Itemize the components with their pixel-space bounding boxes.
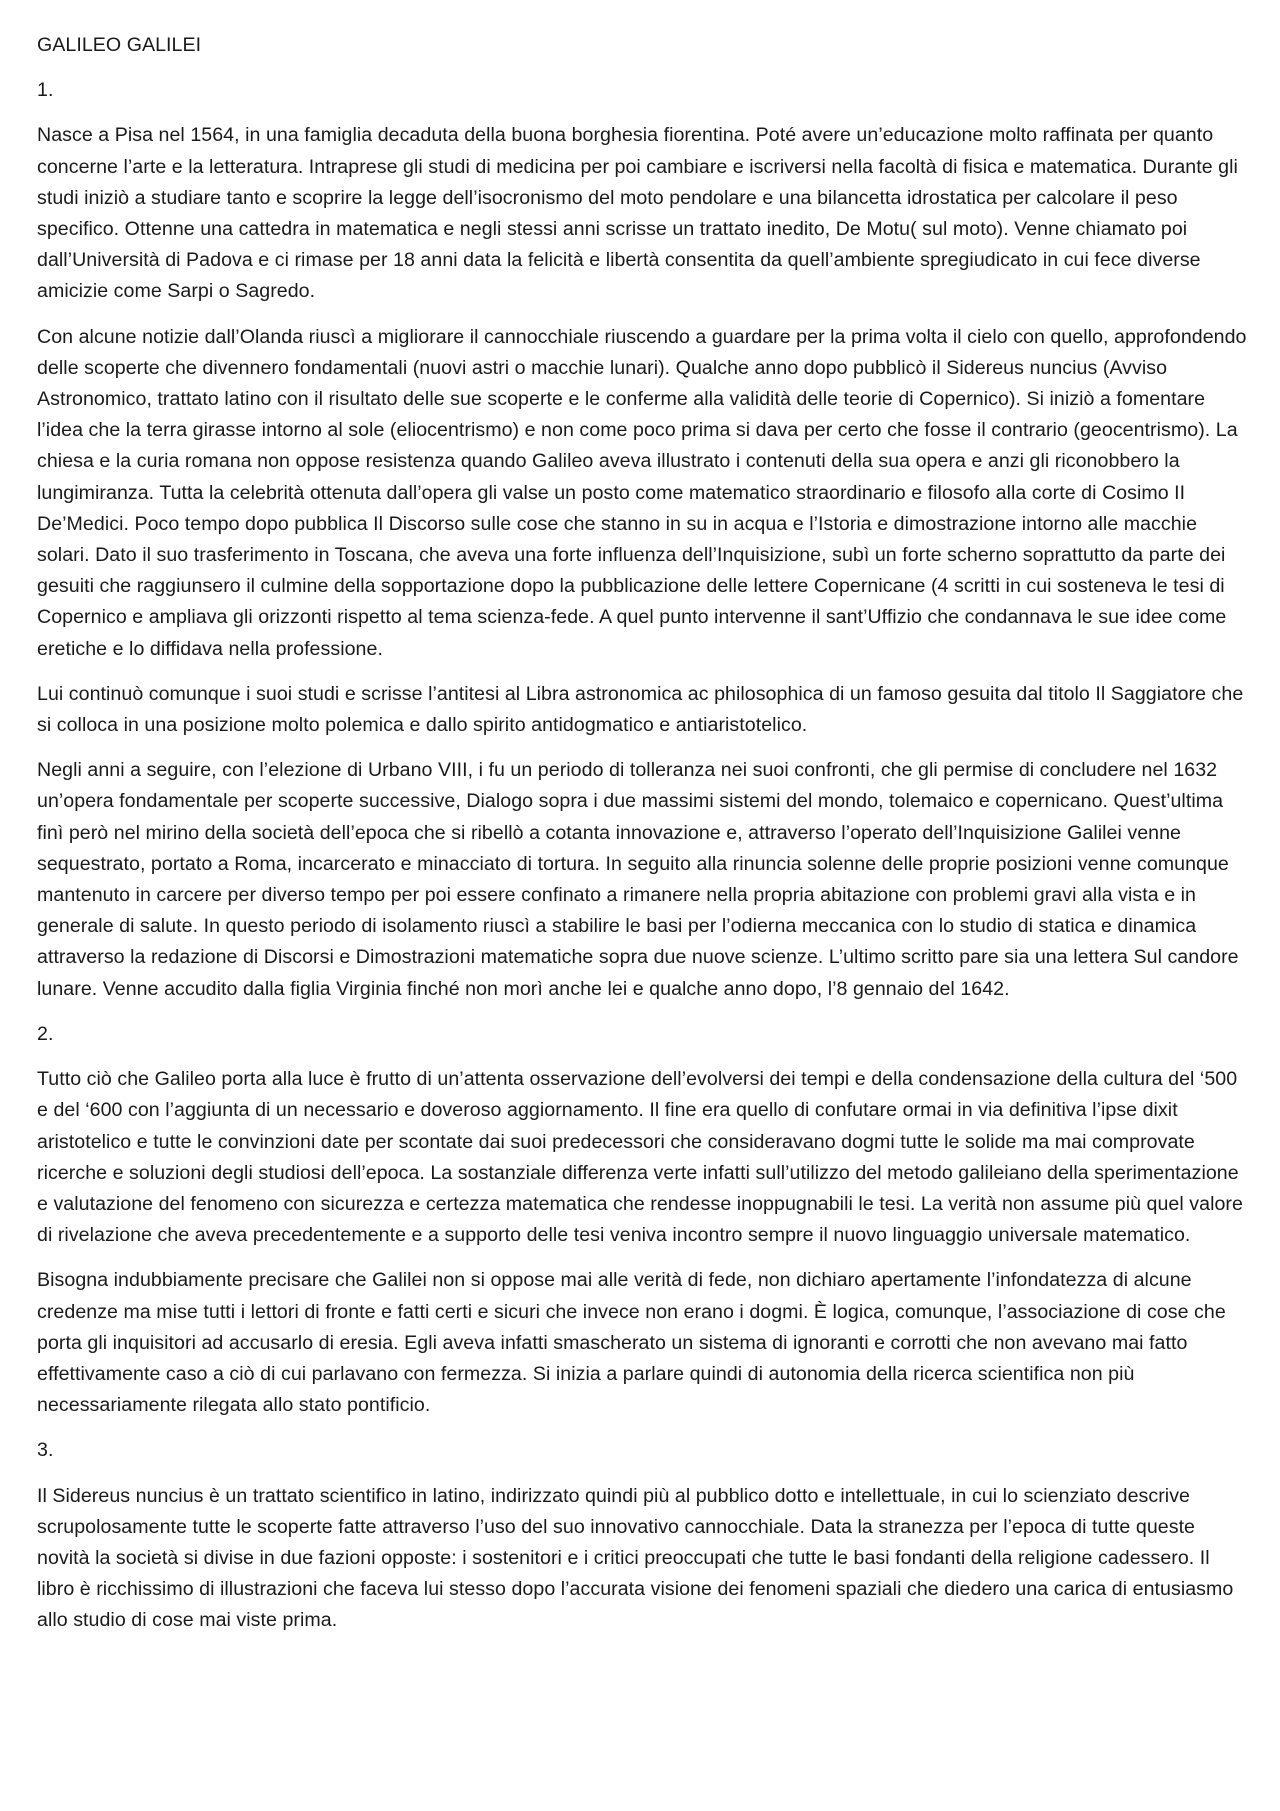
section-1 xyxy=(37,75,1252,1005)
paragraph: Bisogna indubbiamente precisare che Galilei non si oppose mai alle verità di fede, non dichiaro apertamente l’infondatezza di alcune credenze ma mise tutti i lettori di fronte e fatti certi e sicuri che invece non erano i dogmi. È logica, comunque, l’associazione di cose che porta gli inquisitori ad accusarlo di eresia. Egli aveva infatti smascherato un sistema di ignoranti e corrotti che non avevano mai fatto effettivamente caso a ciò di cui parlavano con fermezza. Si inizia a parlare quindi di autonomia della ricerca scientifica non più necessariamente rilegata allo stato pontificio. xyxy=(37,1269,1226,1417)
paragraph: Negli anni a seguire, con l’elezione di Urbano VIII, i fu un periodo di tolleranza nei suoi confronti, che gli permise di concludere nel 1632 un’opera fondamentale per scoperte successive, Dialogo sopra i due massimi sistemi del mondo, tolemaico e copernicano. Quest’ultima finì però nel mirino della società dell’epoca che si ribellò a cotanta innovazione e, attraverso l’operato dell’Inquisizione Galilei venne sequestrato, portato a Roma, incarcerato e minacciato di tortura. In seguito alla rinuncia solenne delle proprie posizioni venne comunque mantenuto in carcere per diverso tempo per poi essere confinato a rimanere nella propria abitazione con problemi gravi alla vista e in generale di salute. In questo periodo di isolamento riuscì a stabilire le basi per l’odierna meccanica con lo studio di statica e dinamica attraverso la redazione di Discorsi e Dimostrazioni matematiche sopra due nuove scienze. L’ultimo scritto pare sia una lettera Sul candore lunare. Venne accudito dalla figlia Virginia finché non morì anche lei e qualche anno dopo, l’8 gennaio del 1642. xyxy=(37,759,1239,1000)
paragraph: Tutto ciò che Galileo porta alla luce è frutto di un’attenta osservazione dell’evolversi dei tempi e della condensazione della cultura del ‘500 e del ‘600 con l’aggiunta di un necessario e doveroso aggiornamento. Il fine era quello di confutare ormai in via definitiva l’ipse dixit aristotelico e tutte le convinzioni date per scontate dai suoi predecessori che consideravano dogmi tutte le solide ma mai comprovate ricerche e soluzioni degli studiosi dell’epoca. La sostanziale differenza verte infatti sull’utilizzo del metodo galileiano della sperimentazione e valutazione del fenomeno con sicurezza e certezza matematica che rendesse inoppugnabili le tesi. La verità non assume più quel valore di rivelazione che aveva precedentemente e a supporto delle tesi veniva incontro sempre il nuovo linguaggio universale matematico. xyxy=(37,1068,1243,1247)
document-page xyxy=(37,30,1252,1651)
section-3 xyxy=(37,1435,1252,1636)
paragraph: Il Sidereus nuncius è un trattato scientifico in latino, indirizzato quindi più al pubblico dotto e intellettuale, in cui lo scienziato descrive scrupolosamente tutte le scoperte fatte attraverso l’uso del suo innovativo cannocchiale. Data la stranezza per l’epoca di tutte queste novità la società si divise in due fazioni opposte: i sostenitori e i critici preoccupati che tutte le basi fondanti della religione cadessero. Il libro è ricchissimo di illustrazioni che faceva lui stesso dopo l’accurata visione dei fenomeni spaziali che diedero una carica di entusiasmo allo studio di cose mai viste prima. xyxy=(37,1484,1234,1632)
document-title: GALILEO GALILEI xyxy=(37,34,202,56)
section-number: 2. xyxy=(37,1022,54,1045)
paragraph: Con alcune notizie dall’Olanda riuscì a migliorare il cannocchiale riuscendo a guardare per la prima volta il cielo con quello, approfondendo delle scoperte che divennero fondamentali (nuovi astri o macchie lunari). Qualche anno dopo pubblicò il Sidereus nuncius (Avviso Astronomico, trattato latino con il risultato delle sue scoperte e le conferme alla validità delle teorie di Copernico). Si iniziò a fomentare l’idea che la terra girasse intorno al sole (eliocentrismo) e non come poco prima si dava per certo che fosse il contrario (geocentrismo). La chiesa e la curia romana non oppose resistenza quando Galileo aveva illustrato i contenuti della sua opera e anzi gli riconobbero la lungimiranza. Tutta la celebrità ottenuta dall’opera gli valse un posto come matematico straordinario e filosofo alla corte di Cosimo II De’Medici. Poco tempo dopo pubblica Il Discorso sulle cose che stanno in su in acqua e l’Istoria e dimostrazione intorno alle macchie solari. Dato il suo trasferimento in Toscana, che aveva una forte influenza dell’Inquisizione, subì un forte scherno soprattutto da parte dei gesuiti che raggiunsero il culmine della sopportazione dopo la pubblicazione delle lettere Copernicane (4 scritti in cui sosteneva le tesi di Copernico e ampliava gli orizzonti rispetto al tema scienza-fede. A quel punto intervenne il sant’Uffizio che condannava le sue idee come eretiche e lo diffidava nella professione. xyxy=(37,325,1247,660)
section-number: 1. xyxy=(37,79,54,102)
paragraph: Lui continuò comunque i suoi studi e scrisse l’antitesi al Libra astronomica ac philosophica di un famoso gesuita dal titolo Il Saggiatore che si colloca in una posizione molto polemica e dallo spirito antidogmatico e antiaristotelico. xyxy=(37,682,1244,737)
paragraph: Nasce a Pisa nel 1564, in una famiglia decaduta della buona borghesia fiorentina. Poté avere un’educazione molto raffinata per quanto concerne l’arte e la letteratura. Intraprese gli studi di medicina per poi cambiare e iscriversi nella facoltà di fisica e matematica. Durante gli studi iniziò a studiare tanto e scoprire la legge dell’isocronismo del moto pendolare e una bilancetta idrostatica per calcolare il peso specifico. Ottenne una cattedra in matematica e negli stessi anni scrisse un trattato inedito, De Motu( sul moto). Venne chiamato poi dall’Università di Padova e ci rimase per 18 anni data la felicità e libertà consentita da quell’ambiente spregiudicato in cui fece diverse amicizie come Sarpi o Sagredo. xyxy=(37,124,1238,303)
section-2 xyxy=(37,1019,1252,1421)
section-number: 3. xyxy=(37,1439,54,1462)
